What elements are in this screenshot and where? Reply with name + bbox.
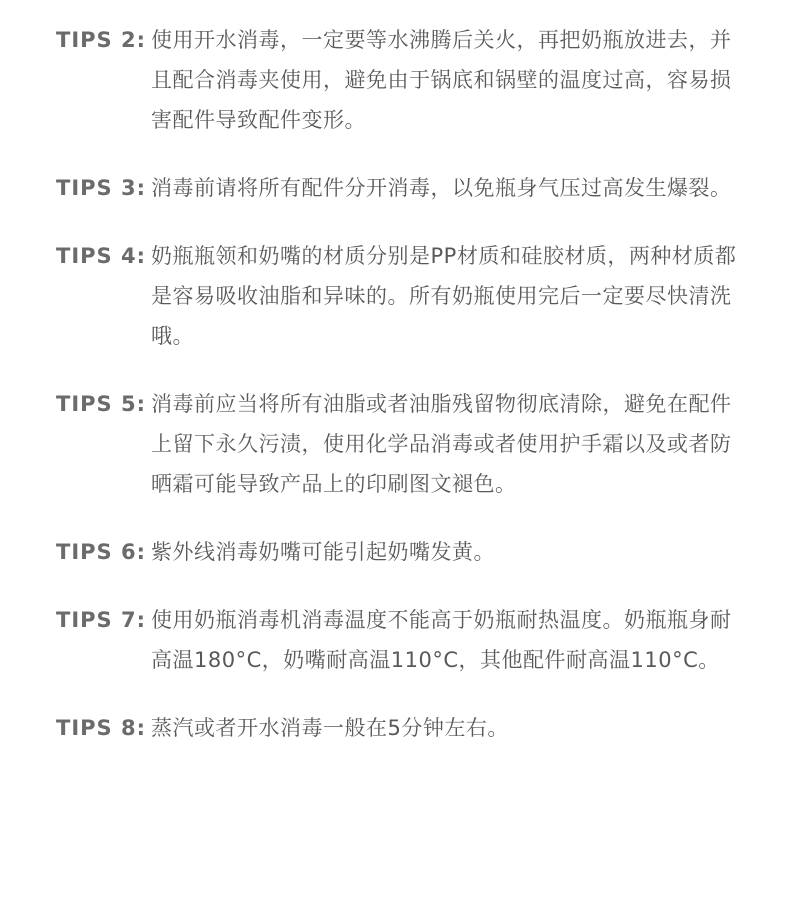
tip-item-2 [56,20,756,140]
tip-text: 使用开水消毒，一定要等水沸腾后关火，再把奶瓶放进去，并且配合消毒夹使用，避免由于锅底和锅壁的温度过高，容易损害配件导致配件变形。 [151,28,732,132]
tip-label: TIPS 6: [56,540,146,564]
tip-label: TIPS 4: [56,244,146,268]
tip-text: 消毒前请将所有配件分开消毒，以免瓶身气压过高发生爆裂。 [151,176,732,200]
tip-item-4 [56,236,756,356]
tip-item-8 [56,708,756,748]
tip-label: TIPS 8: [56,716,146,740]
tip-item-7 [56,600,756,680]
tip-label: TIPS 3: [56,176,146,200]
tips-list [56,20,756,776]
tip-item-5 [56,384,756,504]
tip-text: 奶瓶瓶领和奶嘴的材质分别是PP材质和硅胶材质，两种材质都是容易吸收油脂和异味的。所有奶瓶使用完后一定要尽快清洗哦。 [151,244,737,348]
tip-label: TIPS 7: [56,608,146,632]
tip-text: 使用奶瓶消毒机消毒温度不能高于奶瓶耐热温度。奶瓶瓶身耐高温180°C，奶嘴耐高温110°C，其他配件耐高温110°C。 [151,608,732,672]
tip-item-6 [56,532,756,572]
tip-text: 消毒前应当将所有油脂或者油脂残留物彻底清除，避免在配件上留下永久污渍，使用化学品消毒或者使用护手霜以及或者防晒霜可能导致产品上的印刷图文褪色。 [151,392,732,496]
tip-text: 蒸汽或者开水消毒一般在5分钟左右。 [151,716,509,740]
tip-text: 紫外线消毒奶嘴可能引起奶嘴发黄。 [151,540,495,564]
tip-label: TIPS 2: [56,28,146,52]
tip-item-3 [56,168,756,208]
tip-label: TIPS 5: [56,392,146,416]
